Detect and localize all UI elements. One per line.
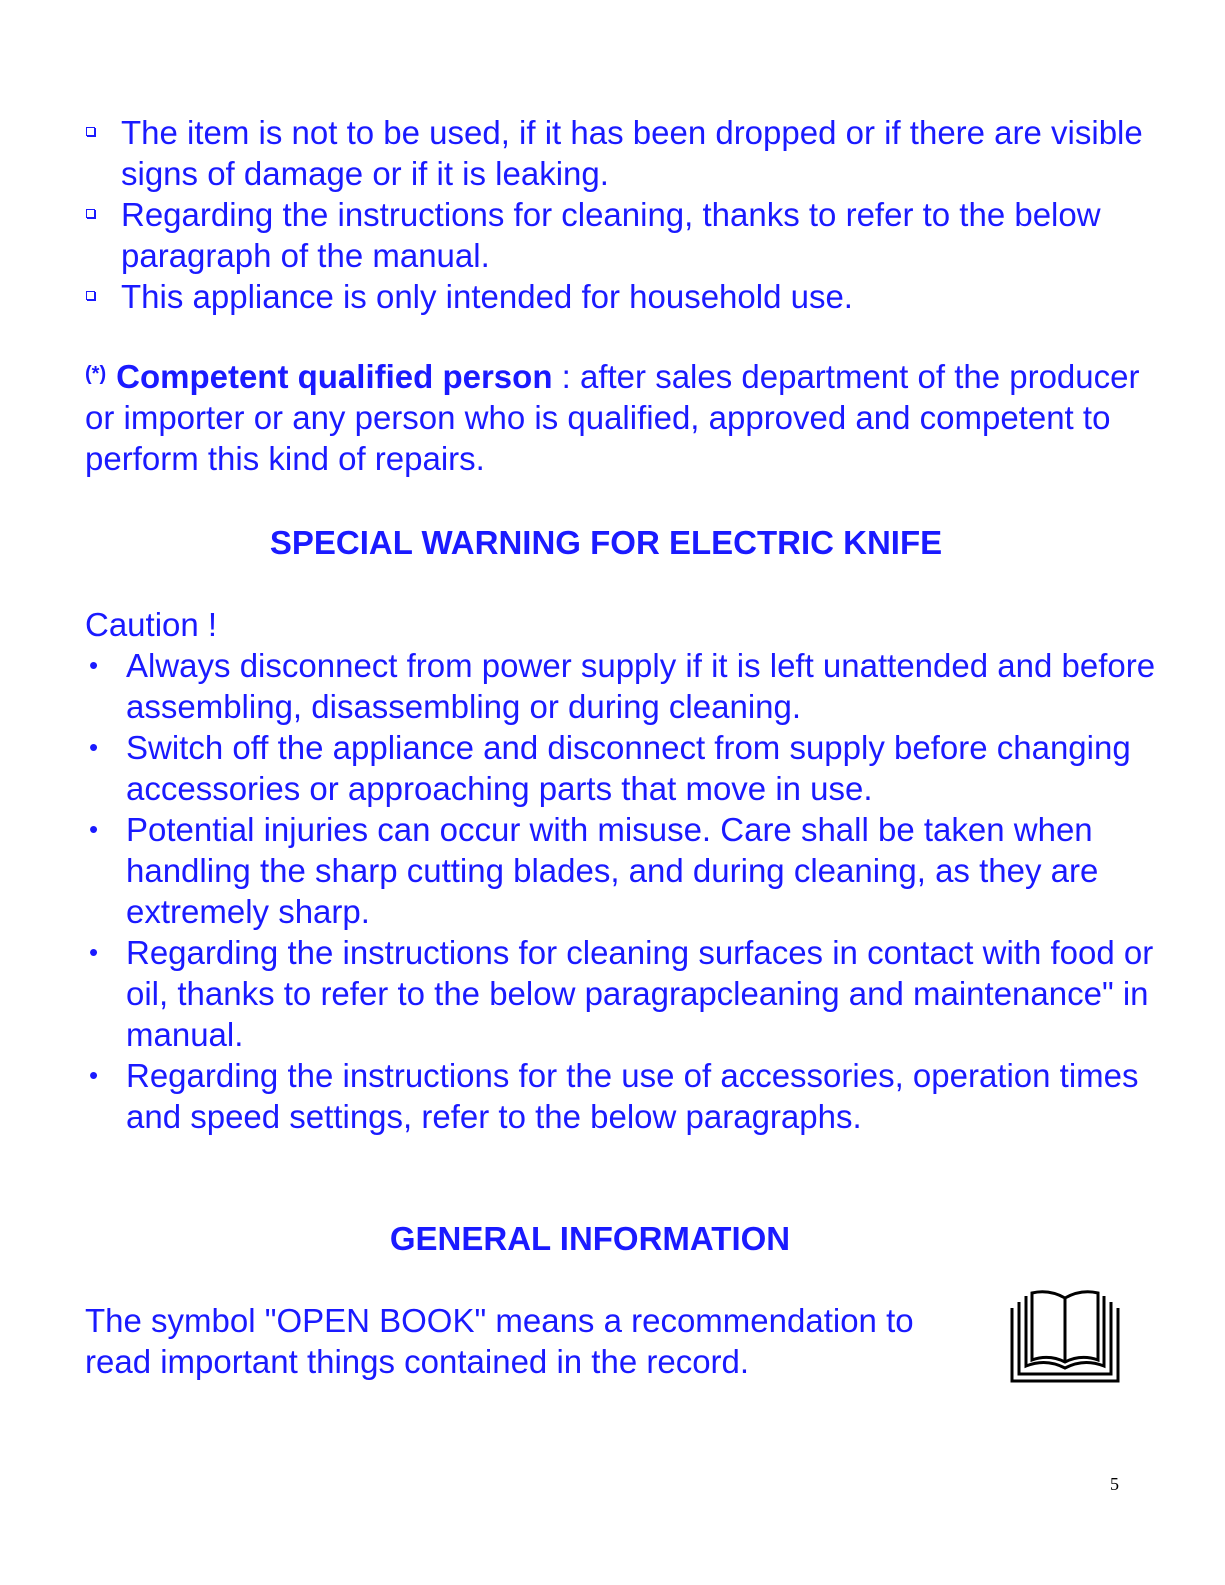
note-marker: (*) <box>85 363 107 385</box>
section-heading-special-warning: SPECIAL WARNING FOR ELECTRIC KNIFE <box>269 524 943 561</box>
bullet-icon: • <box>89 1060 99 1090</box>
knife-warning-list <box>85 645 1165 1137</box>
list-item <box>85 932 1165 1055</box>
list-item-text: Regarding the instructions for cleaning, thanks to refer to the below paragraph of the manual. <box>121 196 1101 274</box>
list-item <box>85 809 1165 932</box>
list-item <box>85 112 1145 194</box>
list-item <box>85 645 1165 727</box>
list-item-text: Potential injuries can occur with misuse. Care shall be taken when handling the sharp cutting blades, and during cleaning, as they are extremely sharp. <box>126 811 1099 930</box>
list-item <box>85 276 1145 317</box>
bullet-icon: • <box>89 732 99 762</box>
bullet-icon: • <box>89 937 99 967</box>
list-item <box>85 727 1165 809</box>
open-book-icon <box>1009 1288 1121 1384</box>
list-item-text: Regarding the instructions for the use of accessories, operation times and speed settings, refer to the below paragraphs. <box>126 1057 1139 1135</box>
caution-label: Caution ! <box>85 606 218 643</box>
qualified-person-note <box>85 356 1145 479</box>
bullet-icon: • <box>89 650 99 680</box>
list-item <box>85 194 1145 276</box>
list-item-text: This appliance is only intended for household use. <box>121 278 853 315</box>
page-number: 5 <box>1110 1474 1119 1494</box>
square-bullet-icon <box>86 209 95 218</box>
list-item-text: Always disconnect from power supply if it is left unattended and before assembling, disassembling or during cleaning. <box>126 647 1156 725</box>
bullet-icon: • <box>89 814 99 844</box>
square-bullet-icon <box>86 291 95 300</box>
safety-list <box>85 112 1145 317</box>
square-bullet-icon <box>86 127 95 136</box>
section-heading-general-information: GENERAL INFORMATION <box>389 1220 791 1257</box>
list-item-text: Regarding the instructions for cleaning surfaces in contact with food or oil, thanks to refer to the below paragrapcleaning and maintenance" in manual. <box>126 934 1154 1053</box>
open-book-description: The symbol "OPEN BOOK" means a recommendation to read important things contained in the record. <box>85 1302 914 1380</box>
list-item <box>85 1055 1165 1137</box>
note-term: Competent qualified person <box>116 358 553 395</box>
note-definition: : after sales department of the producer or importer or any person who is qualified, approved and competent to perform this kind of repairs. <box>85 358 1140 477</box>
list-item-text: The item is not to be used, if it has been dropped or if there are visible signs of damage or if it is leaking. <box>121 114 1143 192</box>
list-item-text: Switch off the appliance and disconnect from supply before changing accessories or approaching parts that move in use. <box>126 729 1131 807</box>
